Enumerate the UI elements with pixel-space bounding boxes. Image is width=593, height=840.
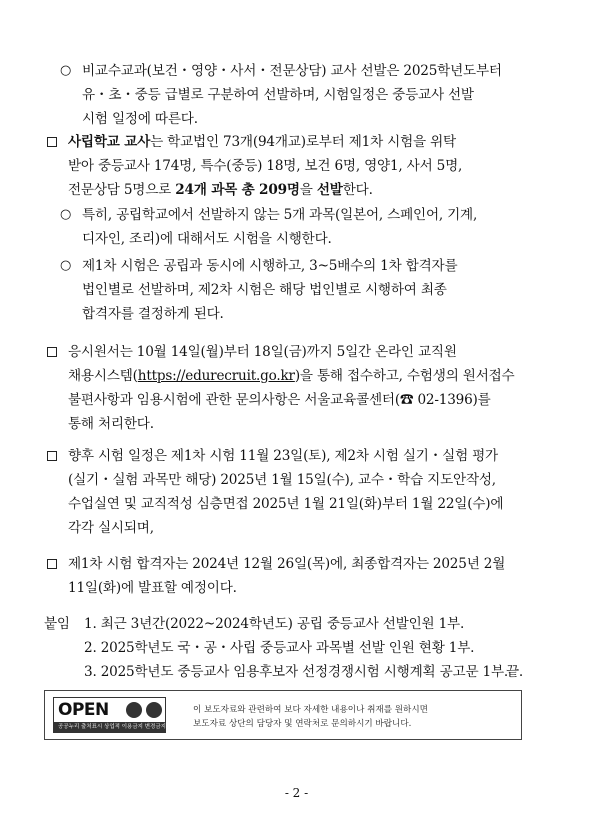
para2-line1-text: 는 학교법인 73개(94개교)로부터 제1차 시험을 위탁 bbox=[150, 134, 456, 150]
attachment-item-3: 3. 2025학년도 중등교사 임용후보자 선정경쟁시험 시행계획 공고문 1부. bbox=[84, 664, 509, 680]
para2-line1 bbox=[68, 132, 456, 152]
notice-line2: 보도자료 상단의 담당자 및 연락처로 문의하시기 바랍니다. bbox=[193, 719, 412, 729]
para2-line2: 받아 중등교사 174명, 특수(중등) 18명, 보건 6명, 영양1, 사서 5명, bbox=[68, 158, 463, 174]
open-license-badge bbox=[53, 697, 166, 733]
no-commercial-icon bbox=[146, 702, 162, 718]
para5-line1: 제1차 시험 합격자는 2024년 12월 26일(목)에, 최종합격자는 2025년 2월 bbox=[68, 556, 506, 572]
para4-line4: 각각 실시되며, bbox=[68, 520, 154, 536]
end-mark: 끝. bbox=[506, 664, 524, 680]
bullet-circle-icon: ○ bbox=[60, 207, 72, 222]
edurecruit-link[interactable]: https://edurecruit.go.kr bbox=[137, 368, 295, 384]
total-count-highlight: 24개 과목 총 209명 bbox=[175, 182, 300, 198]
para2b-line2: 법인별로 선발하며, 제2차 시험은 해당 법인별로 시행하여 최종 bbox=[82, 282, 447, 298]
bullet-square-icon bbox=[47, 451, 57, 461]
para2-line3-b: 을 bbox=[299, 182, 317, 198]
para1-line2: 유・초・중등 급별로 구분하여 선발하며, 시험일정은 중등교사 선발 bbox=[82, 87, 474, 103]
bullet-square-icon bbox=[47, 137, 57, 147]
notice-line1: 이 보도자료와 관련하여 보다 자세한 내용이나 취재를 원하시면 bbox=[193, 705, 428, 715]
bullet-square-icon bbox=[47, 559, 57, 569]
bullet-square-icon bbox=[47, 347, 57, 357]
para3-line2 bbox=[68, 366, 515, 386]
para2b-line3: 합격자를 결정하게 된다. bbox=[82, 306, 224, 322]
para2-line3 bbox=[68, 180, 373, 200]
para3-line4: 통해 처리한다. bbox=[68, 416, 154, 432]
attachment-item-2: 2. 2025학년도 국・공・사립 중등교사 과목별 선발 인원 현황 1부. bbox=[84, 640, 475, 656]
bullet-circle-icon: ○ bbox=[60, 63, 72, 78]
private-school-teacher-label: 사립학교 교사 bbox=[68, 134, 151, 150]
para1-line3: 시험 일정에 따른다. bbox=[82, 111, 198, 127]
para2-line3-c: 한다. bbox=[342, 182, 373, 198]
para2a-line1: 특히, 공립학교에서 선발하지 않는 5개 과목(일본어, 스페인어, 기계, bbox=[82, 207, 478, 223]
press-notice-box bbox=[44, 690, 522, 740]
attachment-item-1: 1. 최근 3년간(2022~2024학년도) 공립 중등교사 선발인원 1부. bbox=[84, 616, 465, 632]
para4-line2: (실기・실험 과목만 해당) 2025년 1월 15일(수), 교수・학습 지도안작성, bbox=[68, 472, 496, 488]
para2b-line1: 제1차 시험은 공립과 동시에 시행하고, 3~5배수의 1차 합격자를 bbox=[82, 258, 458, 274]
para4-line1: 향후 시험 일정은 제1차 시험 11월 23일(토), 제2차 시험 실기・실험 평가 bbox=[68, 448, 498, 464]
para4-line3: 수업실연 및 교직적성 심층면접 2025년 1월 21일(화)부터 1월 22일(수)에 bbox=[68, 496, 504, 512]
para5-line2: 11일(화)에 발표할 예정이다. bbox=[68, 580, 237, 596]
para3-line1: 응시원서는 10월 14일(월)부터 18일(금)까지 5일간 온라인 교직원 bbox=[68, 344, 457, 360]
attachment-label: 붙임 bbox=[44, 616, 70, 632]
para3-line3: 불편사항과 임용시험에 관한 문의사항은 서울교육콜센터(☎ 02-1396)를 bbox=[68, 392, 491, 408]
para3-line2-a: 채용시스템( bbox=[68, 368, 138, 384]
open-license-logo: OPEN bbox=[58, 700, 109, 720]
select-highlight: 선발 bbox=[316, 182, 343, 198]
bullet-circle-icon: ○ bbox=[60, 258, 72, 273]
para2-line3-a: 전문상담 5명으로 bbox=[68, 182, 176, 198]
page-number: - 2 - bbox=[284, 786, 309, 800]
para1-line1: 비교수교과(보건・영양・사서・전문상담) 교사 선발은 2025학년도부터 bbox=[82, 63, 502, 79]
attribution-icon bbox=[126, 702, 142, 718]
para3-line2-b: )을 통해 접수하고, 수험생의 원서접수 bbox=[294, 368, 515, 384]
para2a-line2: 디자인, 조리)에 대해서도 시험을 시행한다. bbox=[82, 231, 332, 247]
open-license-terms: 공공누리 출처표시 상업적 이용금지 변경금지 bbox=[54, 722, 165, 732]
